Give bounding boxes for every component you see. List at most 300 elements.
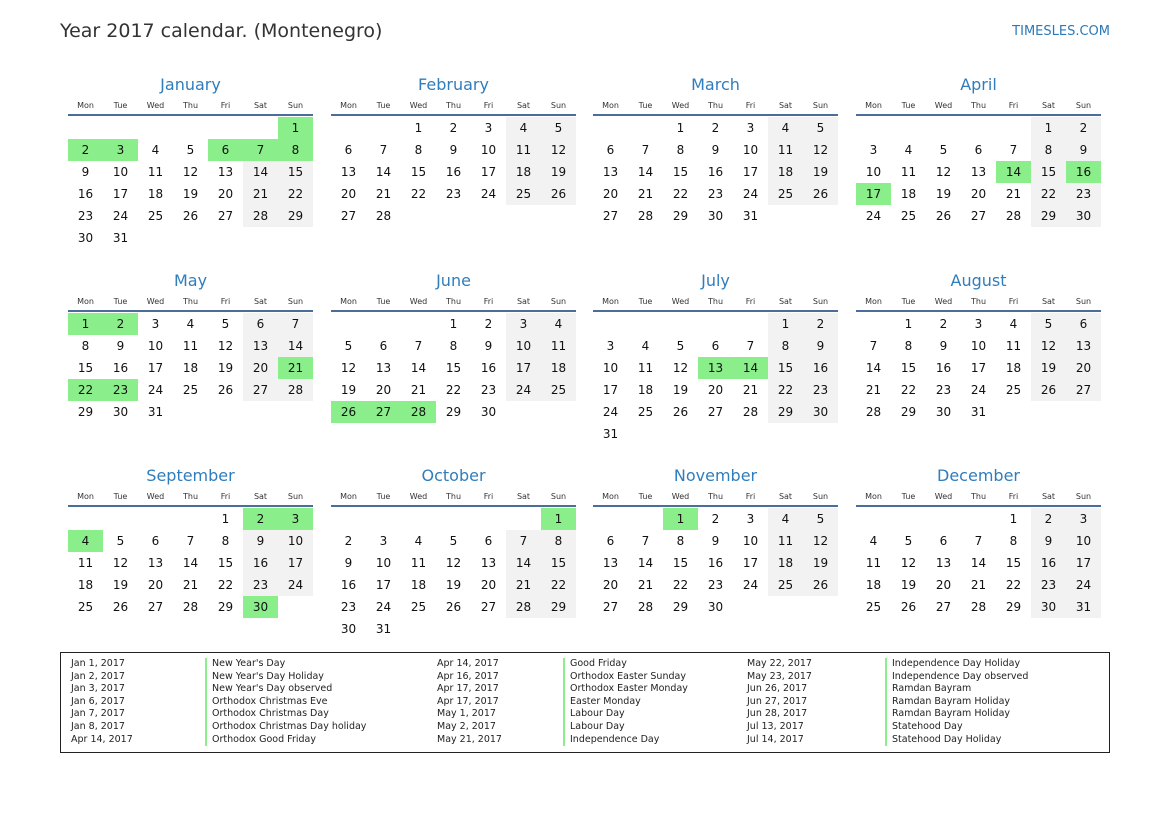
day-cell[interactable]: 30	[803, 401, 838, 423]
day-cell[interactable]: 11	[637, 361, 654, 375]
day-cell[interactable]: 1	[414, 121, 423, 135]
day-cell[interactable]: 30	[1066, 205, 1101, 227]
day-cell[interactable]: 10	[742, 534, 759, 548]
day-cell[interactable]: 24	[742, 578, 759, 592]
holiday-day-cell[interactable]: 2	[68, 139, 103, 161]
day-cell[interactable]: 24	[602, 405, 619, 419]
day-cell[interactable]: 25	[865, 600, 882, 614]
day-cell[interactable]: 3	[746, 121, 755, 135]
day-cell[interactable]: 19	[803, 552, 838, 574]
day-cell[interactable]: 28	[1005, 209, 1022, 223]
day-cell[interactable]: 8	[676, 534, 685, 548]
holiday-day-cell[interactable]: 13	[698, 357, 733, 379]
day-cell[interactable]: 8	[221, 534, 230, 548]
day-cell[interactable]: 12	[900, 556, 917, 570]
day-cell[interactable]: 23	[707, 578, 724, 592]
day-cell[interactable]: 2	[1066, 117, 1101, 139]
day-cell[interactable]: 15	[1005, 556, 1022, 570]
day-cell[interactable]: 25	[410, 600, 427, 614]
holiday-day-cell[interactable]: 2	[243, 508, 278, 530]
day-cell[interactable]: 18	[541, 357, 576, 379]
holiday-day-cell[interactable]: 4	[68, 530, 103, 552]
day-cell[interactable]: 26	[182, 209, 199, 223]
day-cell[interactable]: 29	[672, 600, 689, 614]
day-cell[interactable]: 23	[340, 600, 357, 614]
day-cell[interactable]: 7	[869, 339, 878, 353]
holiday-day-cell[interactable]: 14	[996, 161, 1031, 183]
day-cell[interactable]: 6	[606, 534, 615, 548]
day-cell[interactable]: 9	[344, 556, 353, 570]
day-cell[interactable]: 16	[1031, 552, 1066, 574]
day-cell[interactable]: 2	[1031, 508, 1066, 530]
day-cell[interactable]: 7	[641, 143, 650, 157]
day-cell[interactable]: 27	[147, 600, 164, 614]
day-cell[interactable]: 19	[900, 578, 917, 592]
day-cell[interactable]: 13	[602, 165, 619, 179]
day-cell[interactable]: 17	[602, 383, 619, 397]
day-cell[interactable]: 9	[81, 165, 90, 179]
day-cell[interactable]: 5	[449, 534, 458, 548]
day-cell[interactable]: 23	[1066, 183, 1101, 205]
holiday-day-cell[interactable]: 22	[68, 379, 103, 401]
day-cell[interactable]: 19	[182, 187, 199, 201]
day-cell[interactable]: 14	[375, 165, 392, 179]
day-cell[interactable]: 17	[506, 357, 541, 379]
day-cell[interactable]: 9	[711, 143, 720, 157]
day-cell[interactable]: 30	[707, 600, 724, 614]
day-cell[interactable]: 20	[375, 383, 392, 397]
day-cell[interactable]: 20	[602, 187, 619, 201]
day-cell[interactable]: 20	[243, 357, 278, 379]
day-cell[interactable]: 15	[217, 556, 234, 570]
day-cell[interactable]: 13	[480, 556, 497, 570]
day-cell[interactable]: 20	[1066, 357, 1101, 379]
day-cell[interactable]: 28	[375, 209, 392, 223]
day-cell[interactable]: 17	[375, 578, 392, 592]
day-cell[interactable]: 1	[1031, 117, 1066, 139]
day-cell[interactable]: 20	[217, 187, 234, 201]
day-cell[interactable]: 5	[541, 117, 576, 139]
day-cell[interactable]: 14	[637, 556, 654, 570]
day-cell[interactable]: 8	[1031, 139, 1066, 161]
day-cell[interactable]: 6	[939, 534, 948, 548]
day-cell[interactable]: 12	[340, 361, 357, 375]
day-cell[interactable]: 21	[742, 383, 759, 397]
day-cell[interactable]: 31	[375, 622, 392, 636]
day-cell[interactable]: 20	[147, 578, 164, 592]
day-cell[interactable]: 13	[375, 361, 392, 375]
day-cell[interactable]: 4	[414, 534, 423, 548]
holiday-day-cell[interactable]: 3	[278, 508, 313, 530]
day-cell[interactable]: 8	[541, 530, 576, 552]
day-cell[interactable]: 28	[243, 205, 278, 227]
day-cell[interactable]: 9	[243, 530, 278, 552]
day-cell[interactable]: 11	[900, 165, 917, 179]
day-cell[interactable]: 8	[768, 335, 803, 357]
day-cell[interactable]: 27	[935, 600, 952, 614]
day-cell[interactable]: 16	[707, 165, 724, 179]
day-cell[interactable]: 12	[803, 530, 838, 552]
day-cell[interactable]: 10	[602, 361, 619, 375]
day-cell[interactable]: 19	[935, 187, 952, 201]
day-cell[interactable]: 5	[803, 117, 838, 139]
day-cell[interactable]: 10	[147, 339, 164, 353]
day-cell[interactable]: 26	[541, 183, 576, 205]
day-cell[interactable]: 21	[182, 578, 199, 592]
day-cell[interactable]: 22	[541, 574, 576, 596]
day-cell[interactable]: 26	[672, 405, 689, 419]
day-cell[interactable]: 22	[672, 578, 689, 592]
day-cell[interactable]: 10	[742, 143, 759, 157]
day-cell[interactable]: 18	[768, 552, 803, 574]
day-cell[interactable]: 14	[970, 556, 987, 570]
day-cell[interactable]: 20	[970, 187, 987, 201]
day-cell[interactable]: 28	[182, 600, 199, 614]
day-cell[interactable]: 15	[541, 552, 576, 574]
day-cell[interactable]: 4	[186, 317, 195, 331]
day-cell[interactable]: 16	[243, 552, 278, 574]
day-cell[interactable]: 12	[672, 361, 689, 375]
day-cell[interactable]: 18	[182, 361, 199, 375]
day-cell[interactable]: 7	[1009, 143, 1018, 157]
day-cell[interactable]: 17	[1066, 552, 1101, 574]
holiday-day-cell[interactable]: 17	[856, 183, 891, 205]
day-cell[interactable]: 8	[81, 339, 90, 353]
day-cell[interactable]: 19	[445, 578, 462, 592]
day-cell[interactable]: 14	[182, 556, 199, 570]
day-cell[interactable]: 15	[672, 165, 689, 179]
day-cell[interactable]: 3	[869, 143, 878, 157]
day-cell[interactable]: 25	[768, 574, 803, 596]
day-cell[interactable]: 31	[147, 405, 164, 419]
day-cell[interactable]: 6	[344, 143, 353, 157]
day-cell[interactable]: 16	[77, 187, 94, 201]
day-cell[interactable]: 19	[803, 161, 838, 183]
day-cell[interactable]: 21	[410, 383, 427, 397]
day-cell[interactable]: 15	[768, 357, 803, 379]
day-cell[interactable]: 2	[344, 534, 353, 548]
day-cell[interactable]: 19	[217, 361, 234, 375]
day-cell[interactable]: 11	[1005, 339, 1022, 353]
day-cell[interactable]: 5	[676, 339, 685, 353]
day-cell[interactable]: 25	[637, 405, 654, 419]
day-cell[interactable]: 19	[112, 578, 129, 592]
day-cell[interactable]: 16	[935, 361, 952, 375]
day-cell[interactable]: 27	[602, 600, 619, 614]
day-cell[interactable]: 20	[340, 187, 357, 201]
day-cell[interactable]: 23	[707, 187, 724, 201]
day-cell[interactable]: 30	[112, 405, 129, 419]
day-cell[interactable]: 5	[939, 143, 948, 157]
holiday-day-cell[interactable]: 1	[278, 117, 313, 139]
day-cell[interactable]: 4	[768, 117, 803, 139]
day-cell[interactable]: 12	[445, 556, 462, 570]
day-cell[interactable]: 27	[217, 209, 234, 223]
day-cell[interactable]: 27	[340, 209, 357, 223]
day-cell[interactable]: 10	[865, 165, 882, 179]
day-cell[interactable]: 27	[480, 600, 497, 614]
day-cell[interactable]: 31	[742, 209, 759, 223]
day-cell[interactable]: 19	[340, 383, 357, 397]
day-cell[interactable]: 22	[217, 578, 234, 592]
day-cell[interactable]: 6	[711, 339, 720, 353]
day-cell[interactable]: 22	[445, 383, 462, 397]
day-cell[interactable]: 2	[449, 121, 458, 135]
day-cell[interactable]: 22	[1031, 183, 1066, 205]
day-cell[interactable]: 28	[742, 405, 759, 419]
day-cell[interactable]: 5	[186, 143, 195, 157]
holiday-day-cell[interactable]: 27	[366, 401, 401, 423]
day-cell[interactable]: 14	[637, 165, 654, 179]
day-cell[interactable]: 4	[1009, 317, 1018, 331]
day-cell[interactable]: 30	[707, 209, 724, 223]
day-cell[interactable]: 30	[480, 405, 497, 419]
day-cell[interactable]: 8	[449, 339, 458, 353]
day-cell[interactable]: 18	[768, 161, 803, 183]
day-cell[interactable]: 18	[637, 383, 654, 397]
day-cell[interactable]: 3	[606, 339, 615, 353]
day-cell[interactable]: 13	[1066, 335, 1101, 357]
day-cell[interactable]: 24	[865, 209, 882, 223]
day-cell[interactable]: 8	[414, 143, 423, 157]
day-cell[interactable]: 2	[711, 121, 720, 135]
day-cell[interactable]: 29	[541, 596, 576, 618]
day-cell[interactable]: 9	[711, 534, 720, 548]
day-cell[interactable]: 29	[217, 600, 234, 614]
day-cell[interactable]: 4	[506, 117, 541, 139]
day-cell[interactable]: 22	[410, 187, 427, 201]
day-cell[interactable]: 11	[768, 139, 803, 161]
day-cell[interactable]: 21	[375, 187, 392, 201]
day-cell[interactable]: 13	[602, 556, 619, 570]
day-cell[interactable]: 12	[1031, 335, 1066, 357]
day-cell[interactable]: 15	[410, 165, 427, 179]
day-cell[interactable]: 6	[974, 143, 983, 157]
day-cell[interactable]: 7	[414, 339, 423, 353]
day-cell[interactable]: 21	[865, 383, 882, 397]
day-cell[interactable]: 20	[602, 578, 619, 592]
day-cell[interactable]: 30	[1031, 596, 1066, 618]
day-cell[interactable]: 24	[147, 383, 164, 397]
day-cell[interactable]: 15	[77, 361, 94, 375]
day-cell[interactable]: 4	[768, 508, 803, 530]
day-cell[interactable]: 26	[445, 600, 462, 614]
holiday-day-cell[interactable]: 23	[103, 379, 138, 401]
day-cell[interactable]: 26	[112, 600, 129, 614]
day-cell[interactable]: 3	[1066, 508, 1101, 530]
day-cell[interactable]: 10	[1066, 530, 1101, 552]
day-cell[interactable]: 9	[116, 339, 125, 353]
day-cell[interactable]: 12	[803, 139, 838, 161]
day-cell[interactable]: 27	[243, 379, 278, 401]
day-cell[interactable]: 11	[506, 139, 541, 161]
day-cell[interactable]: 6	[1066, 313, 1101, 335]
day-cell[interactable]: 25	[1005, 383, 1022, 397]
day-cell[interactable]: 14	[506, 552, 541, 574]
day-cell[interactable]: 26	[900, 600, 917, 614]
day-cell[interactable]: 17	[480, 165, 497, 179]
day-cell[interactable]: 16	[445, 165, 462, 179]
day-cell[interactable]: 30	[77, 231, 94, 245]
day-cell[interactable]: 18	[1005, 361, 1022, 375]
day-cell[interactable]: 19	[1031, 357, 1066, 379]
day-cell[interactable]: 13	[340, 165, 357, 179]
holiday-day-cell[interactable]: 28	[401, 401, 436, 423]
holiday-day-cell[interactable]: 16	[1066, 161, 1101, 183]
site-link[interactable]: TIMESLES.COM	[1012, 24, 1110, 39]
day-cell[interactable]: 12	[541, 139, 576, 161]
holiday-day-cell[interactable]: 3	[103, 139, 138, 161]
day-cell[interactable]: 6	[151, 534, 160, 548]
day-cell[interactable]: 17	[112, 187, 129, 201]
day-cell[interactable]: 7	[746, 339, 755, 353]
day-cell[interactable]: 20	[707, 383, 724, 397]
holiday-day-cell[interactable]: 1	[663, 508, 698, 530]
day-cell[interactable]: 4	[869, 534, 878, 548]
day-cell[interactable]: 23	[803, 379, 838, 401]
day-cell[interactable]: 22	[1005, 578, 1022, 592]
day-cell[interactable]: 14	[865, 361, 882, 375]
day-cell[interactable]: 21	[970, 578, 987, 592]
day-cell[interactable]: 5	[221, 317, 230, 331]
day-cell[interactable]: 23	[935, 383, 952, 397]
day-cell[interactable]: 3	[484, 121, 493, 135]
day-cell[interactable]: 20	[480, 578, 497, 592]
day-cell[interactable]: 14	[278, 335, 313, 357]
day-cell[interactable]: 21	[637, 578, 654, 592]
day-cell[interactable]: 9	[803, 335, 838, 357]
day-cell[interactable]: 10	[480, 143, 497, 157]
day-cell[interactable]: 25	[147, 209, 164, 223]
day-cell[interactable]: 16	[112, 361, 129, 375]
day-cell[interactable]: 24	[742, 187, 759, 201]
day-cell[interactable]: 29	[77, 405, 94, 419]
day-cell[interactable]: 22	[672, 187, 689, 201]
day-cell[interactable]: 16	[480, 361, 497, 375]
day-cell[interactable]: 12	[112, 556, 129, 570]
day-cell[interactable]: 30	[340, 622, 357, 636]
day-cell[interactable]: 28	[637, 600, 654, 614]
day-cell[interactable]: 29	[1031, 205, 1066, 227]
day-cell[interactable]: 8	[1009, 534, 1018, 548]
day-cell[interactable]: 5	[116, 534, 125, 548]
day-cell[interactable]: 29	[445, 405, 462, 419]
day-cell[interactable]: 22	[900, 383, 917, 397]
holiday-day-cell[interactable]: 14	[733, 357, 768, 379]
day-cell[interactable]: 11	[768, 530, 803, 552]
day-cell[interactable]: 23	[480, 383, 497, 397]
holiday-day-cell[interactable]: 26	[331, 401, 366, 423]
day-cell[interactable]: 26	[217, 383, 234, 397]
day-cell[interactable]: 16	[803, 357, 838, 379]
holiday-day-cell[interactable]: 6	[208, 139, 243, 161]
day-cell[interactable]: 4	[541, 313, 576, 335]
day-cell[interactable]: 13	[935, 556, 952, 570]
day-cell[interactable]: 28	[637, 209, 654, 223]
holiday-day-cell[interactable]: 7	[243, 139, 278, 161]
day-cell[interactable]: 24	[970, 383, 987, 397]
day-cell[interactable]: 31	[1066, 596, 1101, 618]
day-cell[interactable]: 19	[541, 161, 576, 183]
day-cell[interactable]: 2	[939, 317, 948, 331]
day-cell[interactable]: 2	[803, 313, 838, 335]
day-cell[interactable]: 15	[900, 361, 917, 375]
day-cell[interactable]: 3	[974, 317, 983, 331]
day-cell[interactable]: 25	[541, 379, 576, 401]
day-cell[interactable]: 5	[803, 508, 838, 530]
day-cell[interactable]: 28	[865, 405, 882, 419]
day-cell[interactable]: 30	[935, 405, 952, 419]
day-cell[interactable]: 12	[217, 339, 234, 353]
holiday-day-cell[interactable]: 1	[541, 508, 576, 530]
day-cell[interactable]: 16	[707, 556, 724, 570]
day-cell[interactable]: 14	[243, 161, 278, 183]
day-cell[interactable]: 3	[506, 313, 541, 335]
day-cell[interactable]: 14	[410, 361, 427, 375]
holiday-day-cell[interactable]: 2	[103, 313, 138, 335]
day-cell[interactable]: 25	[768, 183, 803, 205]
day-cell[interactable]: 13	[970, 165, 987, 179]
day-cell[interactable]: 24	[112, 209, 129, 223]
day-cell[interactable]: 10	[506, 335, 541, 357]
day-cell[interactable]: 13	[217, 165, 234, 179]
day-cell[interactable]: 22	[768, 379, 803, 401]
day-cell[interactable]: 25	[900, 209, 917, 223]
day-cell[interactable]: 4	[151, 143, 160, 157]
day-cell[interactable]: 25	[182, 383, 199, 397]
day-cell[interactable]: 29	[672, 209, 689, 223]
day-cell[interactable]: 6	[243, 313, 278, 335]
day-cell[interactable]: 28	[970, 600, 987, 614]
day-cell[interactable]: 9	[1066, 139, 1101, 161]
day-cell[interactable]: 2	[484, 317, 493, 331]
day-cell[interactable]: 23	[77, 209, 94, 223]
day-cell[interactable]: 26	[1031, 379, 1066, 401]
day-cell[interactable]: 11	[147, 165, 164, 179]
day-cell[interactable]: 28	[506, 596, 541, 618]
day-cell[interactable]: 3	[746, 512, 755, 526]
day-cell[interactable]: 1	[676, 121, 685, 135]
day-cell[interactable]: 12	[935, 165, 952, 179]
day-cell[interactable]: 18	[506, 161, 541, 183]
day-cell[interactable]: 24	[375, 600, 392, 614]
day-cell[interactable]: 15	[672, 556, 689, 570]
day-cell[interactable]: 18	[147, 187, 164, 201]
day-cell[interactable]: 23	[445, 187, 462, 201]
holiday-day-cell[interactable]: 8	[278, 139, 313, 161]
day-cell[interactable]: 7	[506, 530, 541, 552]
day-cell[interactable]: 29	[278, 205, 313, 227]
day-cell[interactable]: 29	[768, 401, 803, 423]
day-cell[interactable]: 27	[1066, 379, 1101, 401]
day-cell[interactable]: 27	[970, 209, 987, 223]
day-cell[interactable]: 15	[1031, 161, 1066, 183]
day-cell[interactable]: 31	[970, 405, 987, 419]
day-cell[interactable]: 29	[1005, 600, 1022, 614]
day-cell[interactable]: 21	[637, 187, 654, 201]
day-cell[interactable]: 9	[1031, 530, 1066, 552]
holiday-day-cell[interactable]: 21	[278, 357, 313, 379]
day-cell[interactable]: 13	[147, 556, 164, 570]
day-cell[interactable]: 10	[970, 339, 987, 353]
day-cell[interactable]: 1	[768, 313, 803, 335]
day-cell[interactable]: 23	[243, 574, 278, 596]
day-cell[interactable]: 17	[742, 165, 759, 179]
day-cell[interactable]: 24	[1066, 574, 1101, 596]
day-cell[interactable]: 2	[711, 512, 720, 526]
day-cell[interactable]: 5	[904, 534, 913, 548]
day-cell[interactable]: 17	[278, 552, 313, 574]
